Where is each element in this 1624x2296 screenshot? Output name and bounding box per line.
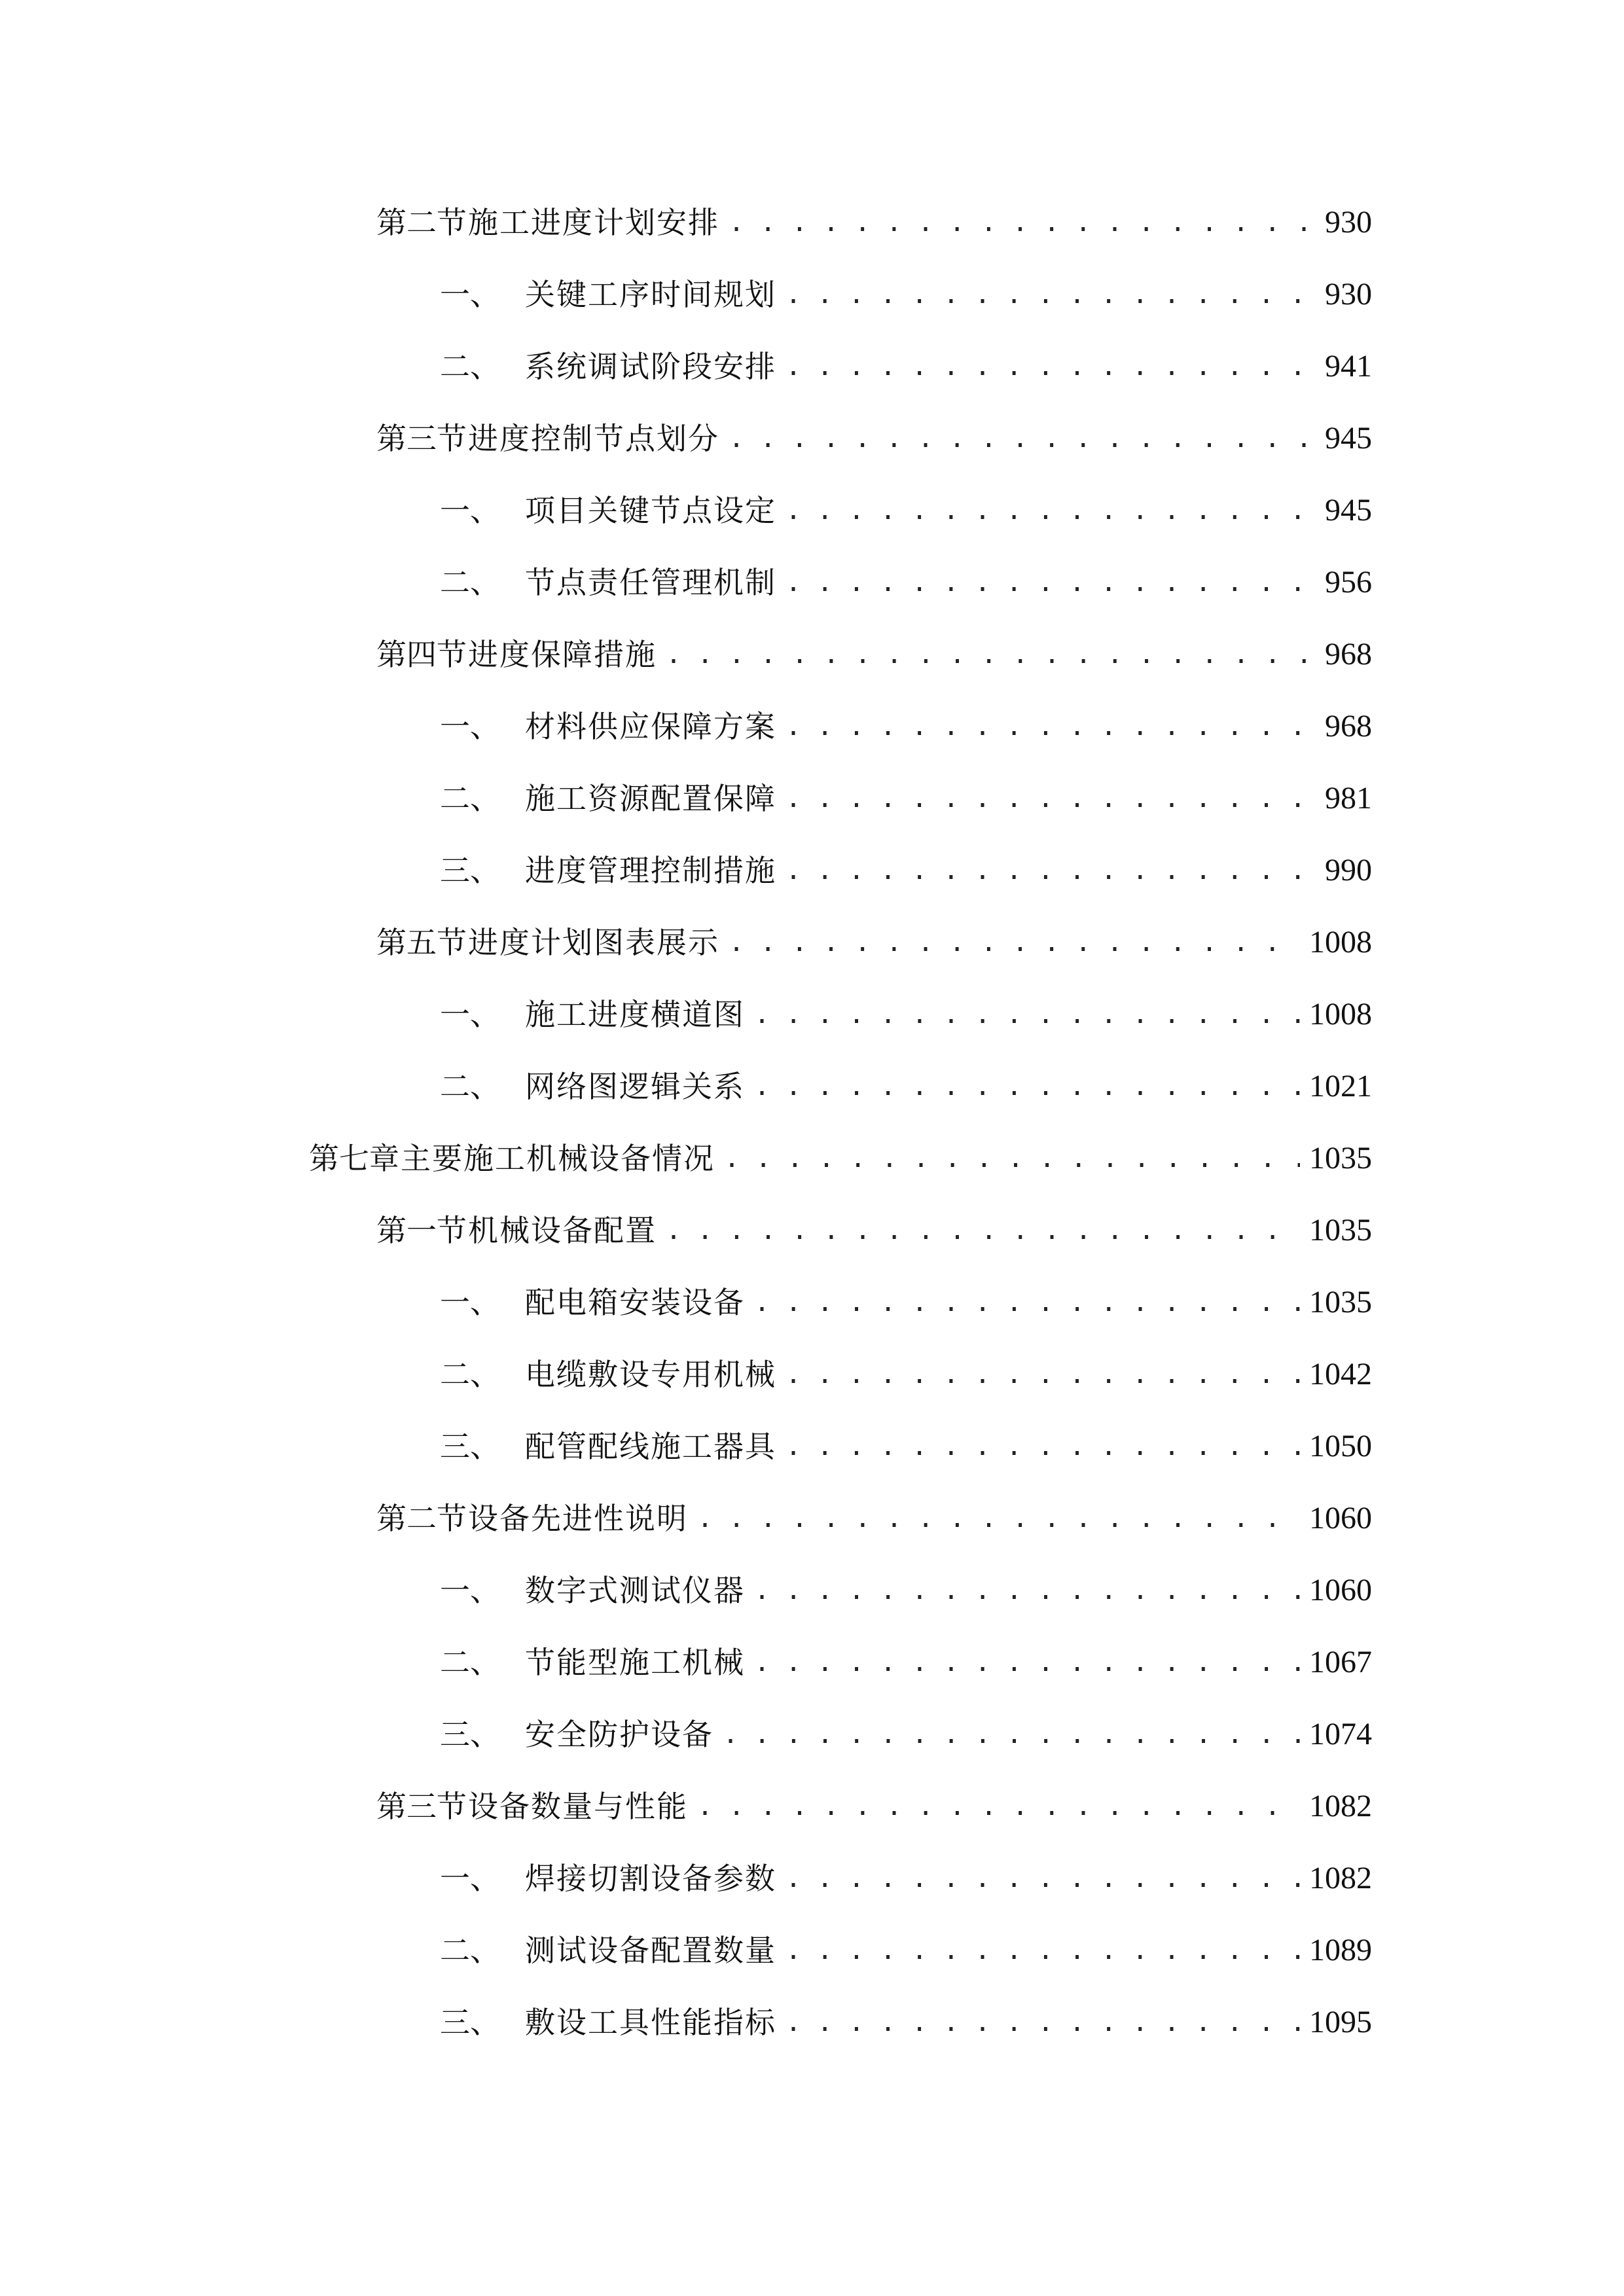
item-number: 一、: [440, 997, 500, 1032]
toc-entry[interactable]: [440, 262, 1372, 314]
toc-entry[interactable]: [376, 406, 1372, 458]
item-title: 施工资源配置保障: [525, 781, 776, 816]
toc-entry[interactable]: [376, 1774, 1372, 1826]
item-number: 一、: [440, 1573, 500, 1608]
toc-entry[interactable]: [440, 766, 1372, 818]
dot-leader: [785, 2003, 1300, 2042]
page-number: 930: [1325, 277, 1372, 312]
dot-leader: [785, 347, 1310, 386]
item-title: 节点责任管理机制: [525, 565, 776, 600]
dot-leader: [729, 203, 1310, 242]
page-number: 1021: [1309, 1069, 1372, 1103]
toc-entry[interactable]: [440, 1702, 1372, 1754]
dot-leader: [785, 1859, 1300, 1898]
toc-entry[interactable]: [376, 1486, 1372, 1538]
dot-leader: [697, 1787, 1300, 1826]
item-title: 系统调试阶段安排: [525, 349, 776, 384]
dot-leader: [785, 1931, 1300, 1970]
page-number: 1042: [1309, 1357, 1372, 1391]
item-title: 关键工序时间规划: [525, 277, 776, 312]
toc-entry[interactable]: [440, 1054, 1372, 1106]
item-title: 网络图逻辑关系: [525, 1069, 745, 1104]
dot-leader: [785, 1355, 1300, 1394]
section-title: 进度计划图表展示: [468, 925, 719, 960]
dot-leader: [785, 707, 1310, 746]
page-number: 1060: [1309, 1573, 1372, 1607]
section-number: 第三节: [376, 421, 467, 456]
item-title: 数字式测试仪器: [525, 1573, 745, 1608]
page-number: 1082: [1309, 1789, 1372, 1823]
item-title: 配管配线施工器具: [525, 1429, 776, 1464]
item-number: 三、: [440, 1429, 500, 1464]
dot-leader: [723, 1715, 1300, 1754]
toc-entry[interactable]: [440, 694, 1372, 746]
section-number: 第二节: [376, 205, 467, 240]
page-number: 990: [1325, 853, 1372, 888]
chapter-number: 第七章: [309, 1141, 399, 1176]
page-number: 956: [1325, 565, 1372, 600]
section-title: 进度控制节点划分: [468, 421, 719, 456]
page-number: 1008: [1309, 997, 1372, 1031]
toc-entry[interactable]: [376, 190, 1372, 242]
dot-leader: [754, 1283, 1300, 1322]
page-number: 1067: [1309, 1645, 1372, 1679]
toc-entry[interactable]: [440, 838, 1372, 890]
page-number: 1035: [1309, 1141, 1372, 1175]
dot-leader: [724, 1139, 1300, 1178]
page-number: 1082: [1309, 1861, 1372, 1895]
dot-leader: [697, 1499, 1300, 1538]
toc-entry[interactable]: [440, 1990, 1372, 2042]
page-number: 981: [1325, 781, 1372, 816]
toc-entry[interactable]: [376, 1198, 1372, 1250]
item-number: 一、: [440, 493, 500, 528]
page-number: 968: [1325, 637, 1372, 672]
item-title: 敷设工具性能指标: [525, 2005, 776, 2040]
dot-leader: [754, 1067, 1300, 1106]
toc-entry[interactable]: [376, 910, 1372, 962]
item-number: 二、: [440, 565, 500, 600]
section-number: 第一节: [376, 1213, 467, 1248]
page-number: 1050: [1309, 1429, 1372, 1463]
section-title: 机械设备配置: [468, 1213, 657, 1248]
item-number: 三、: [440, 1717, 500, 1752]
page-number: 968: [1325, 709, 1372, 744]
dot-leader: [785, 491, 1310, 530]
toc-entry-chapter[interactable]: [309, 1126, 1372, 1178]
dot-leader: [785, 851, 1310, 890]
item-title: 施工进度横道图: [525, 997, 745, 1032]
item-number: 三、: [440, 2005, 500, 2040]
dot-leader: [754, 1571, 1300, 1610]
toc-entry[interactable]: [440, 982, 1372, 1034]
toc-entry[interactable]: [440, 1558, 1372, 1610]
section-title: 施工进度计划安排: [468, 205, 719, 240]
page-number: 1074: [1309, 1717, 1372, 1751]
page-number: 1035: [1309, 1285, 1372, 1319]
dot-leader: [785, 1427, 1300, 1466]
item-number: 一、: [440, 1861, 500, 1896]
section-number: 第四节: [376, 637, 467, 672]
item-number: 一、: [440, 1285, 500, 1320]
section-number: 第五节: [376, 925, 467, 960]
section-title: 设备数量与性能: [468, 1789, 688, 1824]
dot-leader: [754, 995, 1300, 1034]
page-number: 1095: [1309, 2005, 1372, 2039]
item-number: 二、: [440, 1069, 500, 1104]
page-number: 930: [1325, 205, 1372, 240]
page-number: 1008: [1309, 925, 1372, 960]
item-number: 二、: [440, 349, 500, 384]
dot-leader: [785, 779, 1310, 818]
page-number: 941: [1325, 349, 1372, 384]
item-number: 二、: [440, 1357, 500, 1392]
section-number: 第三节: [376, 1789, 467, 1824]
item-title: 配电箱安装设备: [525, 1285, 745, 1320]
toc-entry[interactable]: [440, 1342, 1372, 1394]
item-title: 材料供应保障方案: [525, 709, 776, 744]
dot-leader: [785, 275, 1310, 314]
page-number: 1089: [1309, 1933, 1372, 1967]
toc-entry[interactable]: [440, 334, 1372, 386]
dot-leader: [666, 635, 1310, 674]
toc-entry[interactable]: [440, 550, 1372, 602]
item-title: 进度管理控制措施: [525, 853, 776, 888]
dot-leader: [729, 419, 1310, 458]
dot-leader: [754, 1643, 1300, 1682]
item-title: 测试设备配置数量: [525, 1933, 776, 1968]
item-title: 项目关键节点设定: [525, 493, 776, 528]
item-title: 节能型施工机械: [525, 1645, 745, 1680]
toc-entry[interactable]: [440, 1270, 1372, 1322]
item-title: 安全防护设备: [525, 1717, 713, 1752]
section-number: 第二节: [376, 1501, 467, 1536]
section-title: 进度保障措施: [468, 637, 657, 672]
item-number: 一、: [440, 277, 500, 312]
toc-entry[interactable]: [440, 1846, 1372, 1898]
dot-leader: [666, 1211, 1300, 1250]
item-number: 二、: [440, 781, 500, 816]
item-title: 焊接切割设备参数: [525, 1861, 776, 1896]
page-number: 1035: [1309, 1213, 1372, 1247]
item-number: 三、: [440, 853, 500, 888]
page-number: 1060: [1309, 1501, 1372, 1535]
item-title: 电缆敷设专用机械: [525, 1357, 776, 1392]
item-number: 二、: [440, 1933, 500, 1968]
toc-entry[interactable]: [440, 1918, 1372, 1970]
dot-leader: [785, 563, 1310, 602]
page-number: 945: [1325, 421, 1372, 456]
dot-leader: [729, 923, 1300, 962]
toc-entry[interactable]: [376, 622, 1372, 674]
toc-entry[interactable]: [440, 478, 1372, 530]
item-number: 二、: [440, 1645, 500, 1680]
chapter-title: 主要施工机械设备情况: [401, 1141, 715, 1176]
item-number: 一、: [440, 709, 500, 744]
toc-entry[interactable]: [440, 1630, 1372, 1682]
section-title: 设备先进性说明: [468, 1501, 688, 1536]
toc-entry[interactable]: [440, 1414, 1372, 1466]
page-number: 945: [1325, 493, 1372, 528]
